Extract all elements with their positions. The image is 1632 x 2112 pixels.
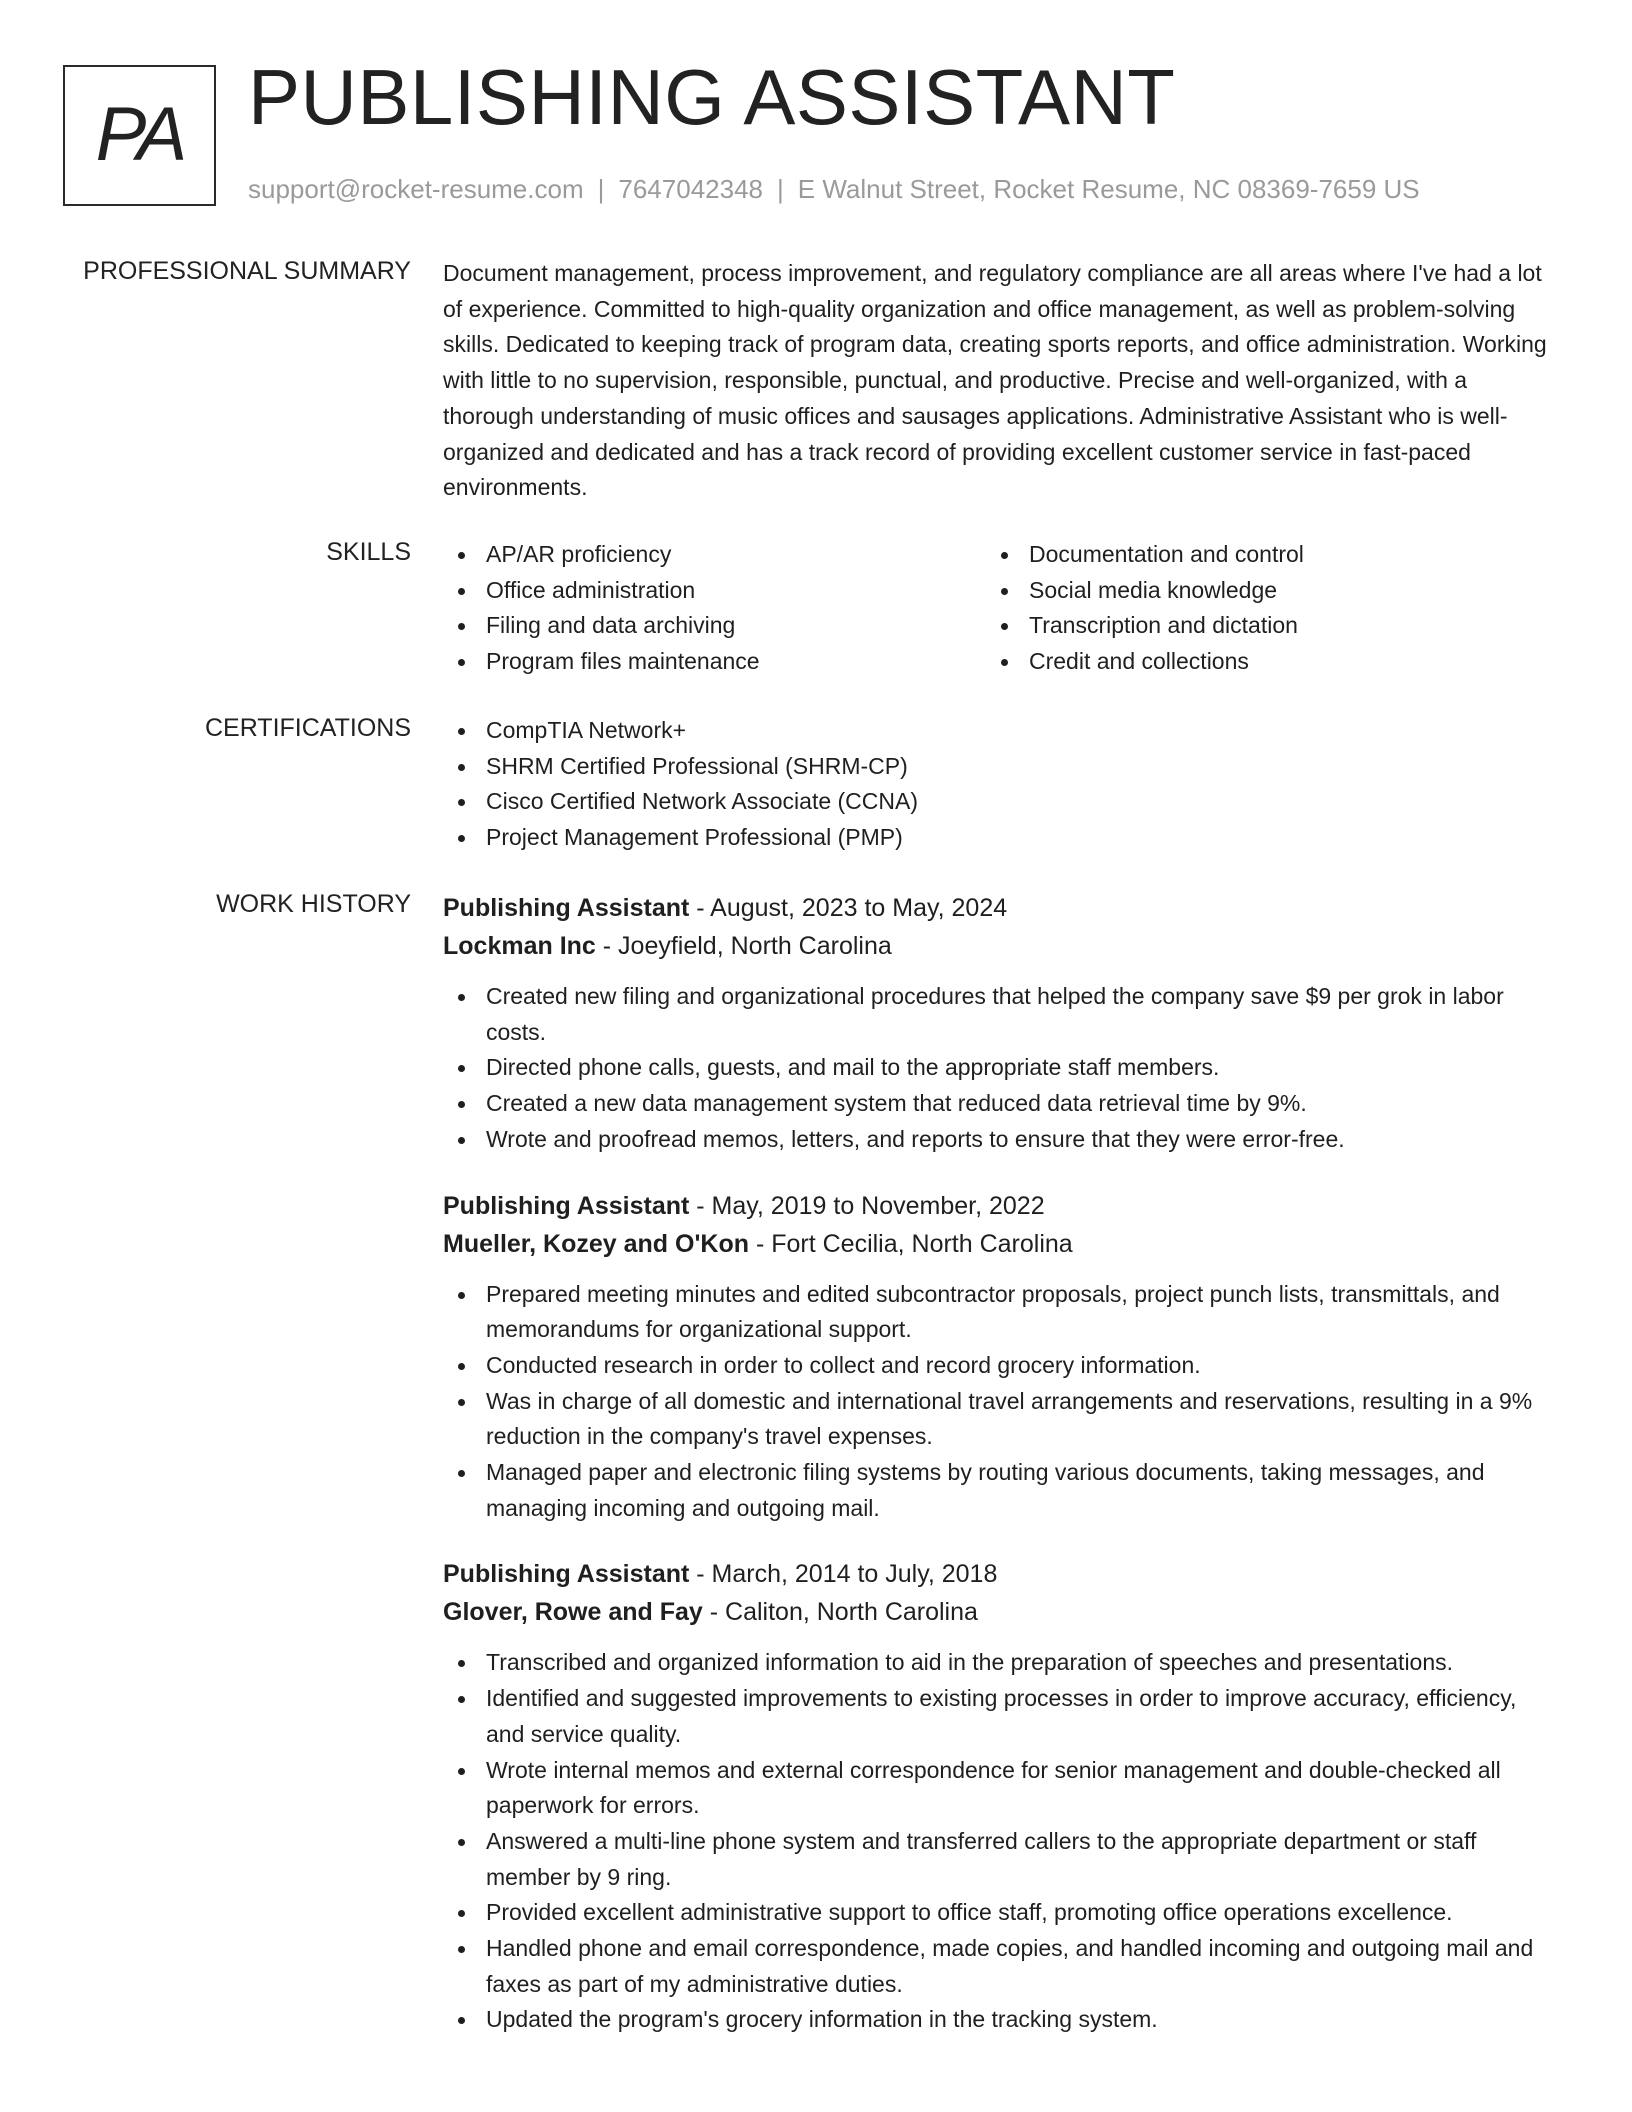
skill-item: Program files maintenance [443,644,986,680]
skill-item: Social media knowledge [986,573,1546,609]
job-title-line [443,1187,1555,1225]
certifications-list [443,713,1555,856]
job-location: - Joeyfield, North Carolina [595,932,892,960]
job-role: Publishing Assistant [443,1560,690,1589]
contact-email: support@rocket-resume.com [248,174,584,204]
certification-item: CompTIA Network+ [443,713,1555,749]
job-bullet: Wrote and proofread memos, letters, and reports to ensure that they were error-free. [443,1122,1555,1158]
contact-address: E Walnut Street, Rocket Resume, NC 08369-7659 US [797,174,1420,204]
job-entry [443,889,1555,1158]
section-title-certifications: CERTIFICATIONS [204,714,411,742]
contact-separator: | [777,174,784,204]
job-dates: - August, 2023 to May, 2024 [689,894,1008,922]
job-company: Lockman Inc [443,932,596,960]
contact-phone: 7647042348 [618,174,763,204]
job-bullets [443,1277,1555,1527]
job-entry [443,1187,1555,1527]
job-bullet: Handled phone and email correspondence, made copies, and handled incoming and outgoing mail and faxes as part of my administrative duties. [443,1931,1555,2002]
job-dates: - March, 2014 to July, 2018 [689,1560,998,1589]
certifications-body [443,713,1555,856]
section-title-summary: PROFESSIONAL SUMMARY [83,257,411,285]
job-bullet: Managed paper and electronic filing systems by routing various documents, taking messages, and managing incoming and outgoing mail. [443,1455,1555,1526]
job-bullet: Provided excellent administrative support to office staff, promoting office operations excellence. [443,1895,1555,1931]
certification-item: SHRM Certified Professional (SHRM-CP) [443,749,1555,785]
job-bullet: Identified and suggested improvements to existing processes in order to improve accuracy, efficiency, and service quality. [443,1681,1555,1752]
job-location: - Caliton, North Carolina [702,1598,978,1627]
job-company: Glover, Rowe and Fay [443,1598,703,1627]
job-bullet: Wrote internal memos and external correspondence for senior management and double-checked all paperwork for errors. [443,1753,1555,1824]
job-company-line [443,1593,1555,1631]
skills-column-left [443,537,986,680]
work-history-body [443,889,1555,2038]
job-bullet: Answered a multi-line phone system and transferred callers to the appropriate department or staff member by 9 ring. [443,1824,1555,1895]
job-bullet: Transcribed and organized information to aid in the preparation of speeches and presentations. [443,1645,1555,1681]
skill-item: Filing and data archiving [443,608,986,644]
job-bullet: Created new filing and organizational procedures that helped the company save $9 per grok in labor costs. [443,979,1555,1050]
certification-item: Cisco Certified Network Associate (CCNA) [443,784,1555,820]
job-location: - Fort Cecilia, North Carolina [749,1229,1073,1258]
skill-item: Office administration [443,573,986,609]
job-dates: - May, 2019 to November, 2022 [689,1191,1045,1220]
section-title-work-history: WORK HISTORY [216,890,411,918]
job-bullets [443,979,1555,1158]
summary-text: Document management, process improvement, and regulatory compliance are all areas where I've had a lot of experience. Committed to high-quality organization and office management, as well as problem-solving skills. Dedicated to keeping track of program data, creating sports reports, and office administration. Working with little to no supervision, responsible, punctual, and productive. Precise and well-organized, with a thorough understanding of music offices and sausages applications. Administrative Assistant who is well-organized and dedicated and has a track record of providing excellent customer service in fast-paced environments. [443,260,1547,501]
skills-column-right [986,537,1546,680]
contact-line [248,174,1420,205]
job-bullet: Directed phone calls, guests, and mail to the appropriate staff members. [443,1050,1555,1086]
job-company-line [443,1225,1555,1263]
job-role: Publishing Assistant [443,894,690,922]
job-title-line [443,889,1555,927]
job-title-line [443,1555,1555,1593]
job-bullet: Was in charge of all domestic and international travel arrangements and reservations, resulting in a 9% reduction in the company's travel expenses. [443,1384,1555,1455]
certification-item: Project Management Professional (PMP) [443,820,1555,856]
job-bullet: Conducted research in order to collect and record grocery information. [443,1348,1555,1384]
job-bullet: Prepared meeting minutes and edited subcontractor proposals, project punch lists, transmittals, and memorandums for organizational support. [443,1277,1555,1348]
job-company-line [443,927,1555,965]
skill-item: Transcription and dictation [986,608,1546,644]
skills-list [443,537,1555,680]
skill-item: Credit and collections [986,644,1546,680]
job-company: Mueller, Kozey and O'Kon [443,1229,749,1258]
skill-item: AP/AR proficiency [443,537,986,573]
job-bullets [443,1645,1555,2038]
job-entry [443,1555,1555,2038]
summary-body [443,256,1555,506]
resume-name-title: PUBLISHING ASSISTANT [248,53,1176,141]
job-bullet: Updated the program's grocery information in the tracking system. [443,2002,1555,2038]
monogram-logo [63,65,216,206]
job-bullet: Created a new data management system that reduced data retrieval time by 9%. [443,1086,1555,1122]
contact-separator: | [597,174,605,204]
job-role: Publishing Assistant [443,1191,690,1220]
monogram-initials: PA [95,91,184,177]
skill-item: Documentation and control [986,537,1546,573]
section-title-skills: SKILLS [326,538,411,566]
